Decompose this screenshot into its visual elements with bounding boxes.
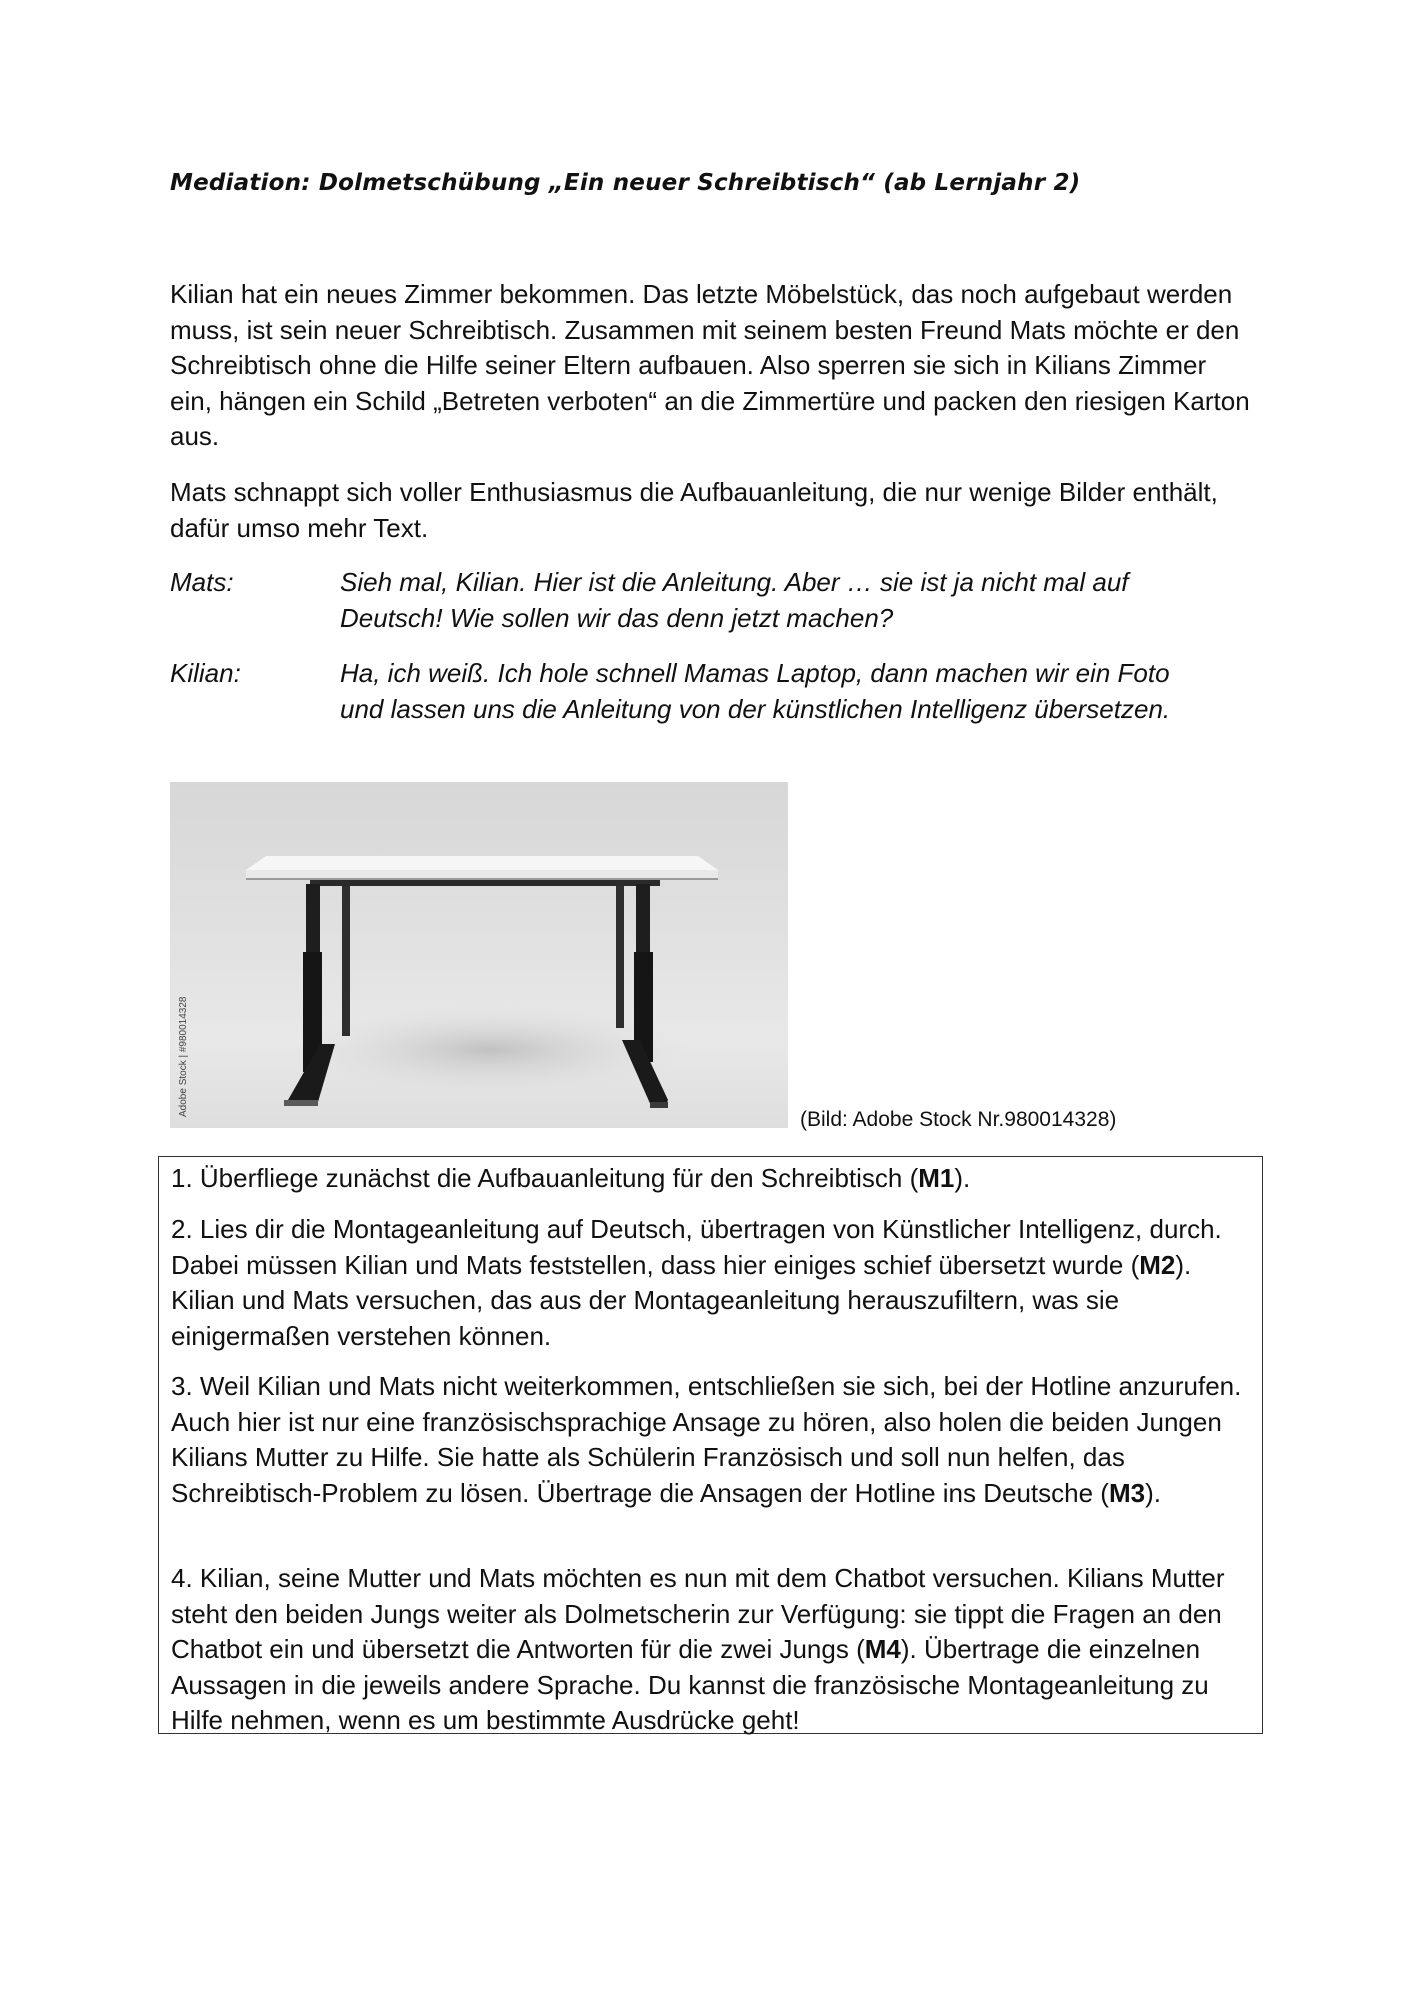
page-title: Mediation: Dolmetschübung „Ein neuer Schreibtisch“ (ab Lernjahr 2) [170, 170, 1081, 196]
task-4: 4. Kilian, seine Mutter und Mats möchten es nun mit dem Chatbot versuchen. Kilians Mutter steht den beiden Jungs weiter als Dolmetscherin zur Verfügung: sie tippt die Fragen an den Chatbot ein und übersetzt die Antworten für die zwei Jungs (M4). Übertrage die einzelnen Aussagen in die jeweils andere Sprache. Du kannst die französische Montageanleitung zu Hilfe nehmen, wenn es um bestimmte Ausdrücke geht! [171, 1563, 1225, 1735]
speaker-name: Mats: [170, 567, 234, 597]
task-1: 1. Überfliege zunächst die Aufbauanleitung für den Schreibtisch (M1). [171, 1163, 971, 1193]
image-credit: (Bild: Adobe Stock Nr.980014328) [800, 1108, 1117, 1131]
speech-text: Sieh mal, Kilian. Hier ist die Anleitung. Aber … sie ist ja nicht mal auf Deutsch! Wie sollen wir das denn jetzt machen? [340, 567, 1129, 633]
material-ref: M2 [1139, 1249, 1176, 1280]
task-2: 2. Lies dir die Montageanleitung auf Deutsch, übertragen von Künstlicher Intelligenz, durch. Dabei müssen Kilian und Mats feststellen, dass hier einiges schief übersetzt wurde (M2). Kilian und Mats versuchen, das aus der Montageanleitung herauszufiltern, was sie einigermaßen verstehen können. [171, 1214, 1222, 1351]
material-ref: M1 [918, 1163, 955, 1193]
intro-paragraph-2: Mats schnappt sich voller Enthusiasmus die Aufbauanleitung, die nur wenige Bilder enthält, dafür umso mehr Text. [170, 477, 1218, 543]
stock-watermark: Adobe Stock | #980014328 [178, 996, 189, 1117]
intro-paragraph-1: Kilian hat ein neues Zimmer bekommen. Das letzte Möbelstück, das noch aufgebaut werden muss, ist sein neuer Schreibtisch. Zusammen mit seinem besten Freund Mats möchte er den Schreibtisch ohne die Hilfe seiner Eltern aufbauen. Also sperren sie sich in Kilians Zimmer ein, hängen ein Schild „Betreten verboten“ an die Zimmertüre und packen den riesigen Karton aus. [170, 279, 1250, 451]
material-ref: M3 [1108, 1477, 1146, 1508]
desk-illustration [170, 782, 788, 1128]
task-box [158, 1156, 1263, 1734]
speaker-name: Kilian: [170, 658, 241, 688]
material-ref: M4 [864, 1634, 901, 1664]
task-3: 3. Weil Kilian und Mats nicht weiterkommen, entschließen sie sich, bei der Hotline anzurufen. Auch hier ist nur eine französischsprachige Ansage zu hören, also holen die beiden Jungen Kilians Mutter zu Hilfe. Sie hatte als Schülerin Französisch und soll nun helfen, das Schreibtisch-Problem zu lösen. Übertrage die Ansagen der Hotline ins Deutsche (M3). [171, 1371, 1242, 1508]
desk-photo [170, 782, 788, 1128]
speech-text: Ha, ich weiß. Ich hole schnell Mamas Laptop, dann machen wir ein Foto und lassen uns die Anleitung von der künstlichen Intelligenz übersetzen. [340, 658, 1171, 724]
